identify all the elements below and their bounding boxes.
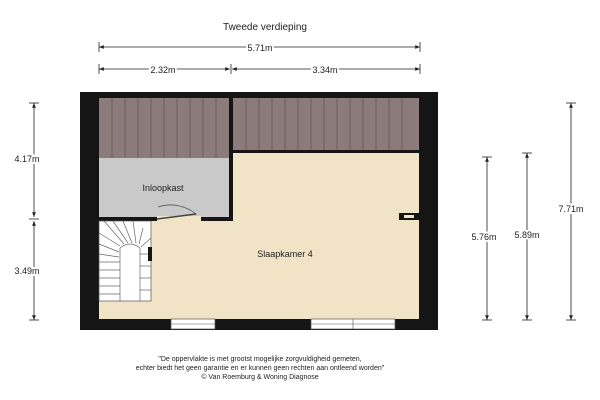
dim-total-width-label: 5.71m [247, 43, 273, 53]
window-left [171, 319, 215, 329]
room-label-inloopkast: Inloopkast [142, 183, 184, 193]
dim-total-width [99, 42, 420, 53]
dim-right-height-a-label: 5.76m [471, 232, 497, 242]
divider-wall-vertical [229, 98, 233, 220]
roof-slope-right [233, 98, 419, 153]
floor-title: Tweede verdieping [223, 22, 307, 33]
closet-door-opening [157, 216, 201, 222]
dim-right-width-label: 3.34m [312, 65, 338, 75]
dim-left-width-label: 2.32m [150, 65, 176, 75]
disclaimer-line-3: © Van Roemburg & Woning Diagnose [201, 374, 319, 381]
staircase [99, 221, 152, 301]
wall-niche-inner [404, 215, 414, 218]
roof-slope-left [99, 98, 230, 158]
room-label-slaapkamer: Slaapkamer 4 [257, 249, 313, 259]
disclaimer-line-1: "De oppervlakte is met grootst mogelijke zorgvuldigheid gemeten, [158, 356, 362, 363]
disclaimer-line-2: echter biedt het geen garantie en er kunnen geen rechten aan ontleend worden" [135, 365, 385, 372]
dim-right-height-c-label: 7.71m [558, 204, 584, 214]
dim-split-widths [99, 64, 420, 75]
dim-right-heights [471, 103, 583, 320]
dim-upper-height-label: 4.17m [14, 154, 40, 164]
dim-right-height-b-label: 5.89m [514, 230, 540, 240]
window-right [311, 319, 395, 329]
dim-lower-height-label: 3.49m [14, 266, 40, 276]
dim-left-heights [14, 103, 39, 320]
